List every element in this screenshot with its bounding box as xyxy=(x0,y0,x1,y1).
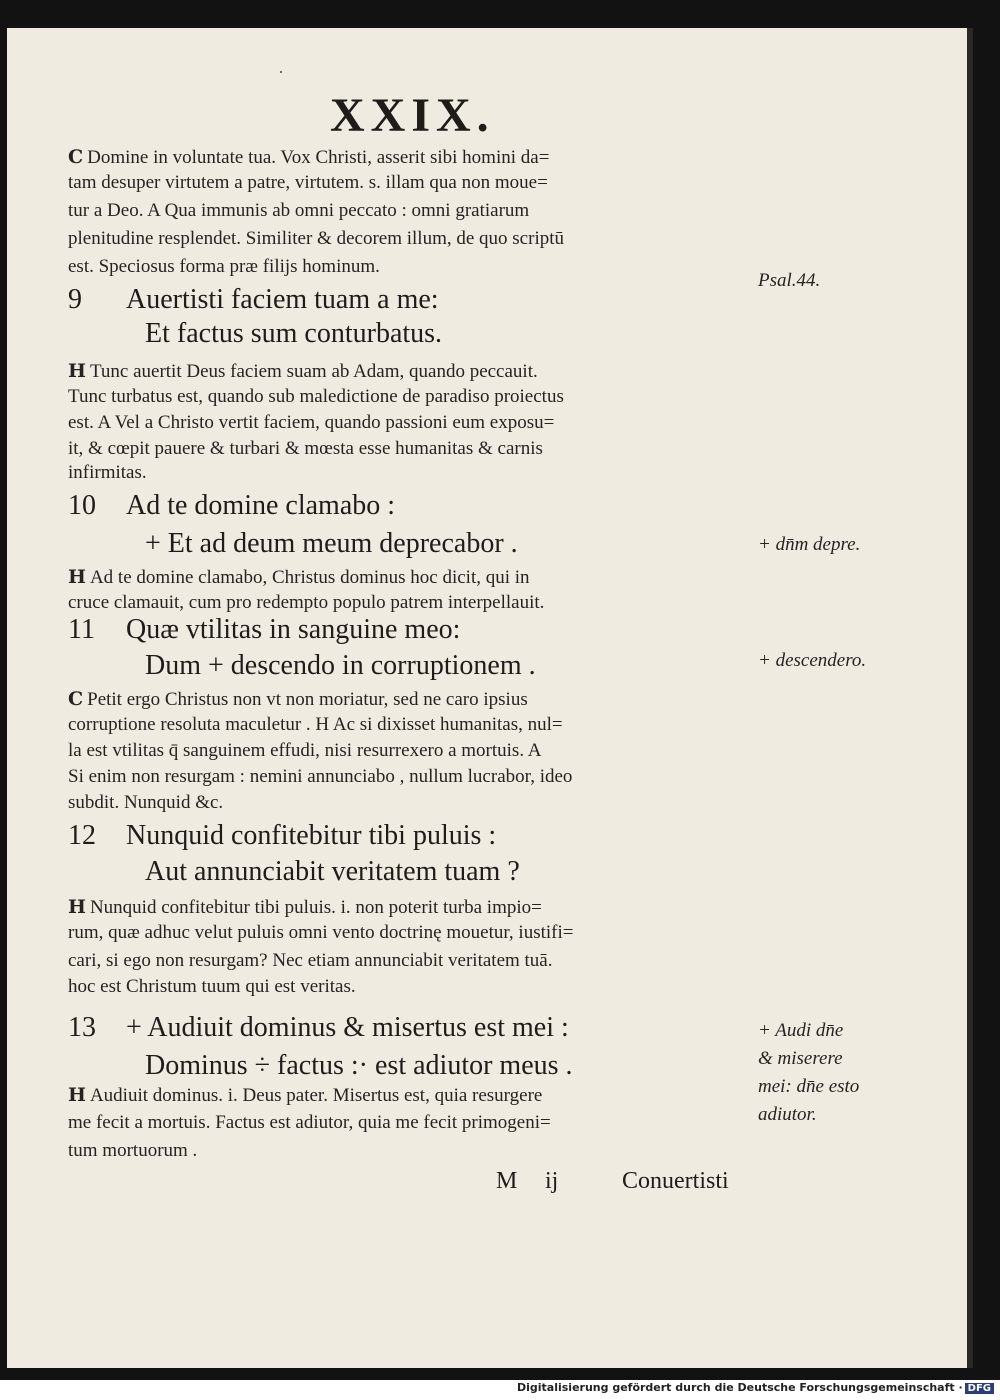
commentary-line: tum mortuorum . xyxy=(68,1140,198,1161)
verse-13: 13 + Audiuit dominus & misertus est mei : xyxy=(68,1012,569,1043)
verse-13-continuation: Dominus ÷ factus :· est adiutor meus . xyxy=(145,1050,573,1081)
commentary-line: cruce clamauit, cum pro redempto populo patrem interpellauit. xyxy=(68,592,545,613)
commentary-line: cari, si ego non resurgam? Nec etiam annunciabit veritatem tuā. xyxy=(68,950,553,971)
commentary-line: tur a Deo. A Qua immunis ab omni peccato : omni gratiarum xyxy=(68,200,530,221)
margin-note-audi: adiutor. xyxy=(758,1104,817,1125)
verse-number: 13 xyxy=(68,1012,96,1043)
footer-credit xyxy=(517,1381,994,1394)
commentary-line: la est vtilitas q̄ sanguinem effudi, nisi resurrexero a mortuis. A xyxy=(68,740,542,761)
signature-number: ij xyxy=(545,1168,559,1194)
catchword: Conuertisti xyxy=(622,1168,729,1194)
margin-note-audi: + Audi dn̄e xyxy=(758,1020,844,1041)
commentary-line: me fecit a mortuis. Factus est adiutor, quia me fecit primogeni= xyxy=(68,1112,551,1133)
commentary-line: tam desuper virtutem a patre, virtutem. s. illam qua non moue= xyxy=(68,172,548,193)
margin-note-psalm: Psal.44. xyxy=(758,270,821,291)
rubric-mark: H xyxy=(68,896,86,918)
rubric-mark: C xyxy=(68,688,84,710)
commentary-line: it, & cœpit pauere & turbari & mœsta esse humanitas & carnis xyxy=(68,438,543,459)
verse-12: 12 Nunquid confitebitur tibi puluis : xyxy=(68,820,497,851)
commentary-line: H Ad te domine clamabo, Christus dominus hoc dicit, qui in xyxy=(68,566,530,588)
page-numeral: XXIX. xyxy=(330,89,495,142)
signature-mark: M xyxy=(496,1168,518,1194)
commentary-line: subdit. Nunquid &c. xyxy=(68,792,224,813)
dfg-logo: DFG xyxy=(965,1383,994,1394)
verse-number: 12 xyxy=(68,820,96,851)
commentary-line: H Audiuit dominus. i. Deus pater. Misertus est, quia resurgere xyxy=(68,1084,543,1106)
top-mark: · xyxy=(278,62,284,82)
verse-number: 10 xyxy=(68,490,96,521)
margin-note-deprecabor: + dn̄m depre. xyxy=(758,534,861,555)
margin-note-descendero: + descendero. xyxy=(758,650,867,671)
commentary-line: est. Speciosus forma præ filijs hominum. xyxy=(68,256,380,277)
commentary-line: H Tunc auertit Deus faciem suam ab Adam, quando peccauit. xyxy=(68,360,538,382)
verse-11: 11 Quæ vtilitas in sanguine meo: xyxy=(68,614,461,645)
commentary-line: corruptione resoluta maculetur . H Ac si dixisset humanitas, nul= xyxy=(68,714,563,735)
rubric-mark: H xyxy=(68,566,86,588)
footer-text: Digitalisierung gefördert durch die Deutsche Forschungsgemeinschaft · xyxy=(516,1381,963,1394)
commentary-line: C Domine in voluntate tua. Vox Christi, asserit sibi homini da= xyxy=(68,146,550,168)
margin-note-audi: mei: dn̄e esto xyxy=(758,1076,860,1097)
commentary-line: H Nunquid confitebitur tibi puluis. i. non poterit turba impio= xyxy=(68,896,542,918)
verse-number: 11 xyxy=(68,614,95,645)
verse-11-continuation: Dum + descendo in corruptionem . xyxy=(145,650,536,681)
margin-note-audi: & miserere xyxy=(758,1048,843,1069)
commentary-line: Tunc turbatus est, quando sub maledictione de paradiso proiectus xyxy=(68,386,564,407)
rubric-mark: H xyxy=(68,360,86,382)
rubric-mark: H xyxy=(68,1084,86,1106)
verse-9-continuation: Et factus sum conturbatus. xyxy=(145,318,443,349)
commentary-line: rum, quæ adhuc velut puluis omni vento doctrinę mouetur, iustifi= xyxy=(68,922,574,943)
verse-9: 9 Auertisti faciem tuam a me: xyxy=(68,284,439,315)
verse-number: 9 xyxy=(68,284,82,315)
verse-10: 10 Ad te domine clamabo : xyxy=(68,490,396,521)
verse-12-continuation: Aut annunciabit veritatem tuam ? xyxy=(145,856,520,887)
commentary-line: C Petit ergo Christus non vt non moriatur, sed ne caro ipsius xyxy=(68,688,528,710)
commentary-line: hoc est Christum tuum qui est veritas. xyxy=(68,976,356,997)
verse-10-continuation: + Et ad deum meum deprecabor . xyxy=(145,528,518,559)
commentary-line: infirmitas. xyxy=(68,462,147,483)
commentary-line: plenitudine resplendet. Similiter & decorem illum, de quo scriptū xyxy=(68,228,565,249)
commentary-line: est. A Vel a Christo vertit faciem, quando passioni eum exposu= xyxy=(68,412,555,433)
commentary-line: Si enim non resurgam : nemini annunciabo , nullum lucrabor, ideo xyxy=(68,766,573,787)
rubric-mark: C xyxy=(68,146,84,168)
